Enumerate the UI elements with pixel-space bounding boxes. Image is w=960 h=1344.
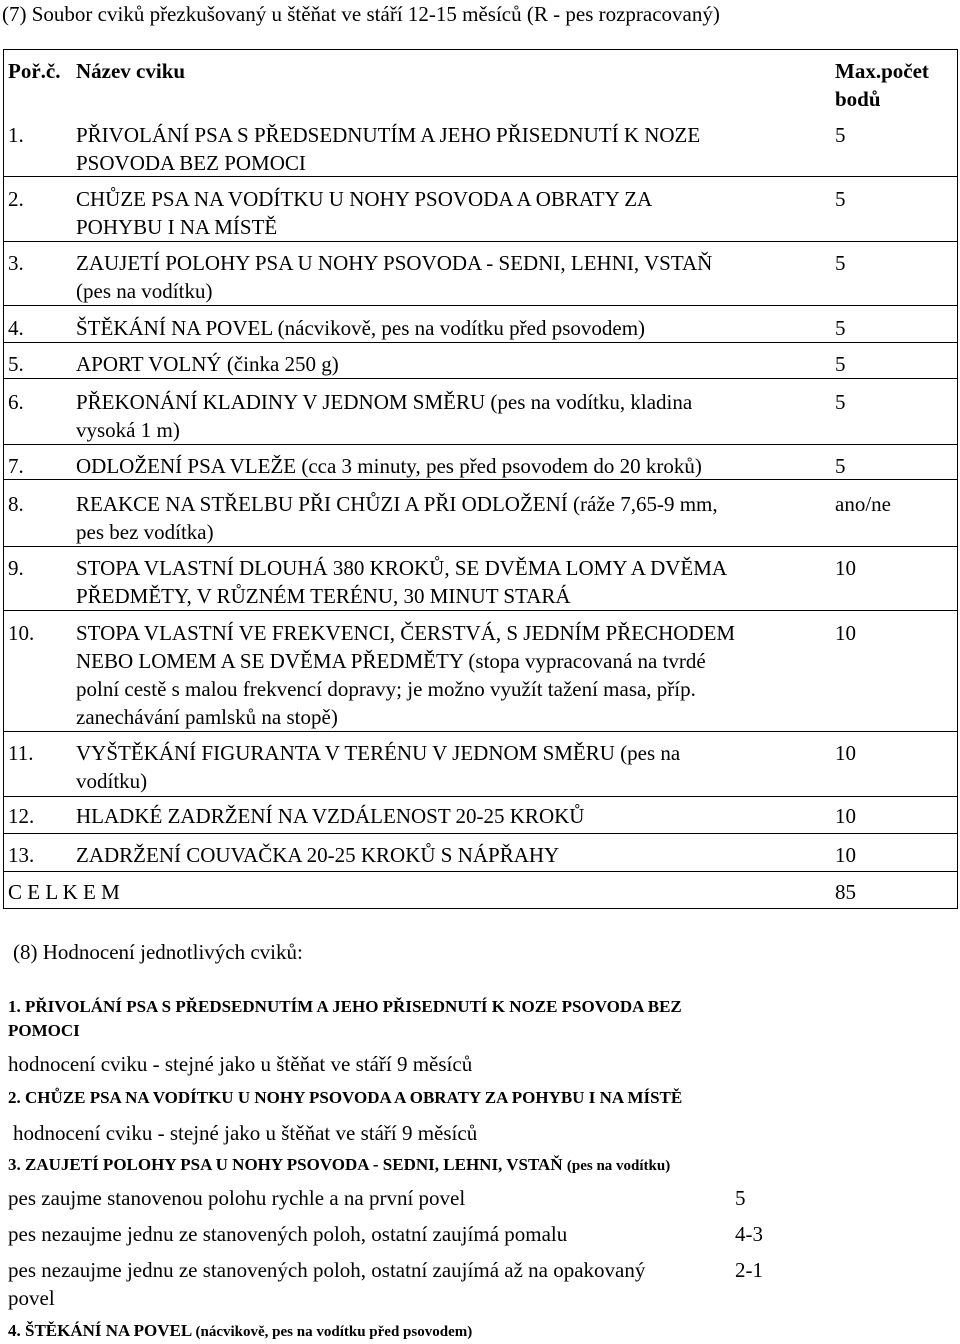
row-name: zanechávání pamlsků na stopě) <box>76 705 338 729</box>
row-name: vysoká 1 m) <box>76 418 180 442</box>
row-divider <box>4 342 957 343</box>
score-text: pes zaujme stanovenou polohu rychle a na první povel <box>8 1186 466 1210</box>
row-name: vodítku) <box>76 769 148 793</box>
row-name: ZAUJETÍ POLOHY PSA U NOHY PSOVODA - SEDNI, LEHNI, VSTAŇ <box>76 251 713 275</box>
row-name: PŘEKONÁNÍ KLADINY V JEDNOM SMĚRU (pes na vodítku, kladina <box>76 390 693 414</box>
row-name: CHŮZE PSA NA VODÍTKU U NOHY PSOVODA A OBRATY ZA <box>76 187 653 211</box>
exercise-4-title <box>8 1319 472 1344</box>
row-divider <box>4 796 957 797</box>
row-divider <box>4 378 957 379</box>
exercise-2-title: 2. CHŮZE PSA NA VODÍTKU U NOHY PSOVODA A OBRATY ZA POHYBU I NA MÍSTĚ <box>8 1088 683 1107</box>
exercise-3-title-sub: (pes na vodítku) <box>566 1158 671 1174</box>
row-name: STOPA VLASTNÍ VE FREKVENCI, ČERSTVÁ, S JEDNÍM PŘECHODEM <box>76 621 736 645</box>
row-number: 13. <box>8 843 35 867</box>
row-number: 3. <box>8 251 24 275</box>
row-name: HLADKÉ ZADRŽENÍ NA VZDÁLENOST 20-25 KROKŮ <box>76 804 585 828</box>
exercise-1-title: 1. PŘIVOLÁNÍ PSA S PŘEDSEDNUTÍM A JEHO PŘISEDNUTÍ K NOZE PSOVODA BEZ <box>8 997 682 1016</box>
row-name: ODLOŽENÍ PSA VLEŽE (cca 3 minuty, pes před psovodem do 20 kroků) <box>76 454 702 478</box>
row-number: 12. <box>8 804 35 828</box>
row-name: STOPA VLASTNÍ DLOUHÁ 380 KROKŮ, SE DVĚMA LOMY A DVĚMA <box>76 556 728 580</box>
row-name: REAKCE NA STŘELBU PŘI CHŮZI A PŘI ODLOŽENÍ (ráže 7,65-9 mm, <box>76 492 718 516</box>
row-number: 6. <box>8 390 24 414</box>
row-name: PŘIVOLÁNÍ PSA S PŘEDSEDNUTÍM A JEHO PŘISEDNUTÍ K NOZE <box>76 123 701 147</box>
score-text: pes nezaujme jednu ze stanovených poloh, ostatní zaujímá až na opakovaný <box>8 1258 646 1282</box>
row-points: 10 <box>835 621 856 645</box>
row-name: NEBO LOMEM A SE DVĚMA PŘEDMĚTY (stopa vypracovaná na tvrdé <box>76 649 706 673</box>
row-divider <box>4 610 957 611</box>
score-text-line2: povel <box>8 1286 55 1310</box>
row-number: 2. <box>8 187 24 211</box>
row-number: 4. <box>8 316 24 340</box>
row-name: polní cestě s malou frekvencí dopravy; je možno využít tažení masa, příp. <box>76 677 696 701</box>
row-points: 5 <box>835 454 846 478</box>
exercise-4-title-sub: (nácvikově, pes na vodítku před psovodem) <box>195 1324 473 1340</box>
row-points: 5 <box>835 390 846 414</box>
row-number: 8. <box>8 492 24 516</box>
exercise-4-title-main: 4. ŠTĚKÁNÍ NA POVEL <box>8 1321 196 1340</box>
row-divider <box>4 305 957 306</box>
row-divider <box>4 444 957 445</box>
column-header-points: Max.počet <box>835 59 929 83</box>
exercise-3-title <box>8 1153 670 1178</box>
column-header-points-line2: bodů <box>835 87 881 111</box>
row-name: PSOVODA BEZ POMOCI <box>76 151 306 175</box>
total-points: 85 <box>835 880 856 904</box>
exercise-table <box>3 49 958 909</box>
row-number: 10. <box>8 621 35 645</box>
row-name: APORT VOLNÝ (činka 250 g) <box>76 352 339 376</box>
total-label: C E L K E M <box>8 880 120 904</box>
exercise-2-evaluation: hodnocení cviku - stejné jako u štěňat ve stáří 9 měsíců <box>13 1121 478 1145</box>
score-points: 5 <box>735 1186 746 1210</box>
row-divider <box>4 871 957 872</box>
row-name: POHYBU I NA MÍSTĚ <box>76 215 278 239</box>
row-points: 10 <box>835 804 856 828</box>
row-name: ZADRŽENÍ COUVAČKA 20-25 KROKŮ S NÁPŘAHY <box>76 843 560 867</box>
row-name: pes bez vodítka) <box>76 520 214 544</box>
exercise-1-evaluation: hodnocení cviku - stejné jako u štěňat ve stáří 9 měsíců <box>8 1052 473 1076</box>
row-divider <box>4 546 957 547</box>
row-name: VYŠTĚKÁNÍ FIGURANTA V TERÉNU V JEDNOM SMĚRU (pes na <box>76 741 681 765</box>
row-number: 11. <box>8 741 34 765</box>
row-points: 5 <box>835 123 846 147</box>
row-points: 10 <box>835 843 856 867</box>
row-name: PŘEDMĚTY, V RŮZNÉM TERÉNU, 30 MINUT STARÁ <box>76 584 571 608</box>
column-header-number: Poř.č. <box>8 59 61 83</box>
row-name: ŠTĚKÁNÍ NA POVEL (nácvikově, pes na vodítku před psovodem) <box>76 316 646 340</box>
score-text: pes nezaujme jednu ze stanovených poloh, ostatní zaujímá pomalu <box>8 1222 568 1246</box>
row-points: 5 <box>835 352 846 376</box>
row-number: 9. <box>8 556 24 580</box>
row-divider <box>4 241 957 242</box>
row-points: 10 <box>835 741 856 765</box>
exercise-1-title-line2: POMOCI <box>8 1021 80 1040</box>
row-divider <box>4 833 957 834</box>
row-points: 5 <box>835 251 846 275</box>
row-number: 7. <box>8 454 24 478</box>
score-points: 4-3 <box>735 1222 763 1246</box>
row-number: 1. <box>8 123 24 147</box>
row-points: 10 <box>835 556 856 580</box>
row-divider <box>4 731 957 732</box>
row-points: ano/ne <box>835 492 891 516</box>
row-number: 5. <box>8 352 24 376</box>
exercise-3-title-main: 3. ZAUJETÍ POLOHY PSA U NOHY PSOVODA - SEDNI, LEHNI, VSTAŇ <box>8 1155 567 1174</box>
row-points: 5 <box>835 187 846 211</box>
score-points: 2-1 <box>735 1258 763 1282</box>
row-name: (pes na vodítku) <box>76 279 213 303</box>
page-heading: (7) Soubor cviků přezkušovaný u štěňat ve stáří 12-15 měsíců (R - pes rozpracovaný) <box>2 2 720 26</box>
row-divider <box>4 479 957 480</box>
row-points: 5 <box>835 316 846 340</box>
section-8-title: (8) Hodnocení jednotlivých cviků: <box>13 940 303 964</box>
column-header-name: Název cviku <box>76 59 186 83</box>
row-divider <box>4 176 957 177</box>
